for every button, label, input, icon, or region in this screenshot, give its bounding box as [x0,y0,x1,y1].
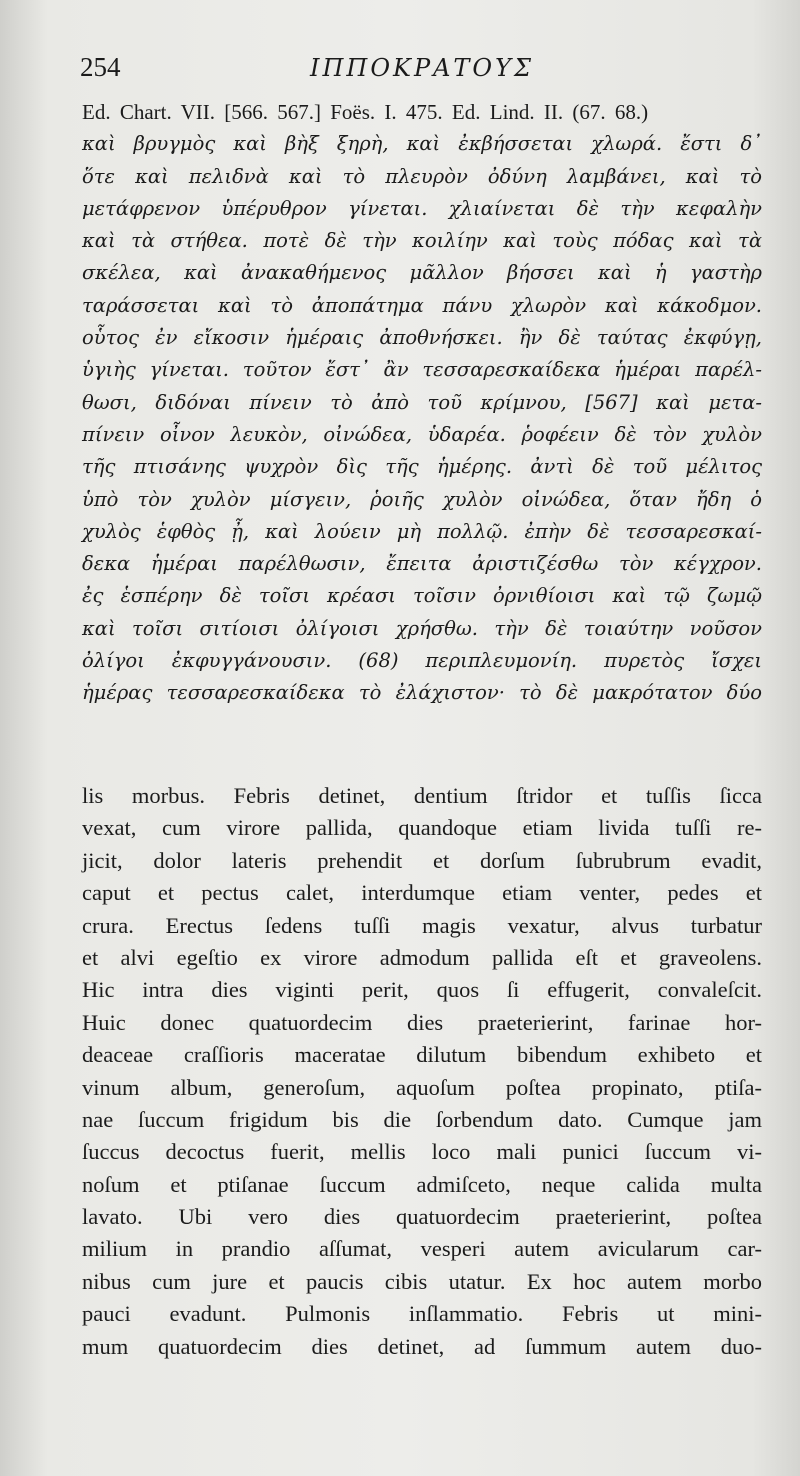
greek-text-line: ὅτε καὶ πελιδνὰ καὶ τὸ πλευρὸν ὀδύνη λαμβάνει, καὶ τὸ [82,164,762,188]
latin-text-line: jicit, dolor lateris prehendit et dorſum ſubrubrum evadit, [82,847,762,873]
greek-text-line: ἡμέρας τεσσαρεσκαίδεκα τὸ ἐλάχιστον· τὸ δὲ μακρότατον δύο [82,681,762,705]
latin-text-line: lis morbus. Febris detinet, dentium ſtridor et tuſſis ſicca [82,783,762,808]
greek-text-line: τῆς πτισάνης ψυχρὸν δὶς τῆς ἡμέρης. ἀντὶ δὲ τοῦ μέλιτος [82,455,762,479]
greek-text-line: ὑγιὴς γίνεται. τοῦτον ἔστ᾽ ἂν τεσσαρεσκαίδεκα ἡμέραι παρέλ- [82,358,762,382]
latin-text-line: nibus cum jure et paucis cibis utatur. Ex hoc autem morbo [82,1268,762,1294]
greek-text-line: σκέλεα, καὶ ἀνακαθήμενος μᾶλλον βήσσει καὶ ἡ γαστὴρ [82,261,762,285]
latin-text-line: vexat, cum virore pallida, quandoque etiam livida tuſſi re- [82,815,762,841]
latin-text-block [82,780,762,1363]
greek-text-line: καὶ τὰ στήθεα. ποτὲ δὲ τὴν κοιλίην καὶ τοὺς πόδας καὶ τὰ [82,229,762,253]
running-title: ΙΠΠΟΚΡΑΤΟΥΣ [310,54,534,82]
latin-text-line: milium in prandio aſſumat, vesperi autem avicularum car- [82,1236,762,1262]
latin-text-line: noſum et ptiſanae ſuccum admiſceto, neque calida multa [82,1171,762,1197]
greek-text-line: χυλὸς ἑφθὸς ᾖ, καὶ λούειν μὴ πολλῷ. ἐπὴν δὲ τεσσαρεσκαί- [82,519,762,543]
latin-text-line: mum quatuordecim dies detinet, ad ſummum autem duo- [82,1333,762,1359]
latin-text-line: ſuccus decoctus fuerit, mellis loco mali punici ſuccum vi- [82,1139,762,1165]
latin-text-line: Hic intra dies viginti perit, quos ſi effugerit, convaleſcit. [82,977,762,1003]
latin-text-line: Huic donec quatuordecim dies praeterierint, farinae hor- [82,1009,762,1035]
greek-text-line: ὀλίγοι ἐκφυγγάνουσιν. (68) περιπλευμονίη. πυρετὸς ἴσχει [82,649,762,673]
greek-text-line: καὶ βρυγμὸς καὶ βὴξ ξηρὴ, καὶ ἐκβήσσεται χλωρά. ἔστι δ᾽ [82,132,762,156]
greek-text-line: πίνειν οἶνον λευκὸν, οἰνώδεα, ὑδαρέα. ῥοφέειν δὲ τὸν χυλὸν [82,422,762,446]
latin-text-line: et alvi egeſtio ex virore admodum pallida eſt et graveolens. [82,944,762,970]
greek-text-line: μετάφρενον ὑπέρυθρον γίνεται. χλιαίνεται δὲ τὴν κεφαλὴν [82,196,762,220]
greek-text-line: ταράσσεται καὶ τὸ ἀποπάτημα πάνυ χλωρὸν καὶ κάκοδμον. [82,293,762,317]
greek-text-block [82,96,762,710]
greek-text-line: οὗτος ἐν εἴκοσιν ἡμέραις ἀποθνήσκει. ἢν δὲ ταύτας ἐκφύγῃ, [82,326,762,350]
greek-text-line: Ed. Chart. VII. [566. 567.] Foës. I. 475. Ed. Lind. II. (67. 68.) [82,100,649,124]
latin-text-line: deaceae craſſioris maceratae dilutum bibendum exhibeto et [82,1042,762,1068]
latin-text-line: vinum album, generoſum, aquoſum poſtea propinato, ptiſa- [82,1074,762,1100]
greek-text-line: ὑπὸ τὸν χυλὸν μίσγειν, ῥοιῆς χυλὸν οἰνώδεα, ὅταν ἤδη ὁ [82,487,762,511]
greek-text-line: θωσι, διδόναι πίνειν τὸ ἀπὸ τοῦ κρίμνου, [567] καὶ μετα- [82,390,762,414]
latin-text-line: lavato. Ubi vero dies quatuordecim praeterierint, poſtea [82,1204,762,1230]
latin-text-line: pauci evadunt. Pulmonis inſlammatio. Febris ut mini- [82,1301,762,1327]
latin-text-line: caput et pectus calet, interdumque etiam venter, pedes et [82,880,762,906]
latin-text-line: crura. Erectus ſedens tuſſi magis vexatur, alvus turbatur [82,912,762,938]
greek-text-line: δεκα ἡμέραι παρέλθωσιν, ἔπειτα ἀριστιζέσθω τὸν κέγχρον. [82,552,762,576]
page-number: 254 [80,52,121,82]
page-header [80,48,770,88]
greek-text-line: καὶ τοῖσι σιτίοισι ὀλίγοισι χρήσθω. τὴν δὲ τοιαύτην νοῦσον [82,616,762,640]
latin-text-line: nae ſuccum frigidum bis die ſorbendum dato. Cumque jam [82,1106,762,1132]
greek-text-line: ἐς ἑσπέρην δὲ τοῖσι κρέασι τοῖσιν ὀρνιθίοισι καὶ τῷ ζωμῷ [82,584,762,608]
